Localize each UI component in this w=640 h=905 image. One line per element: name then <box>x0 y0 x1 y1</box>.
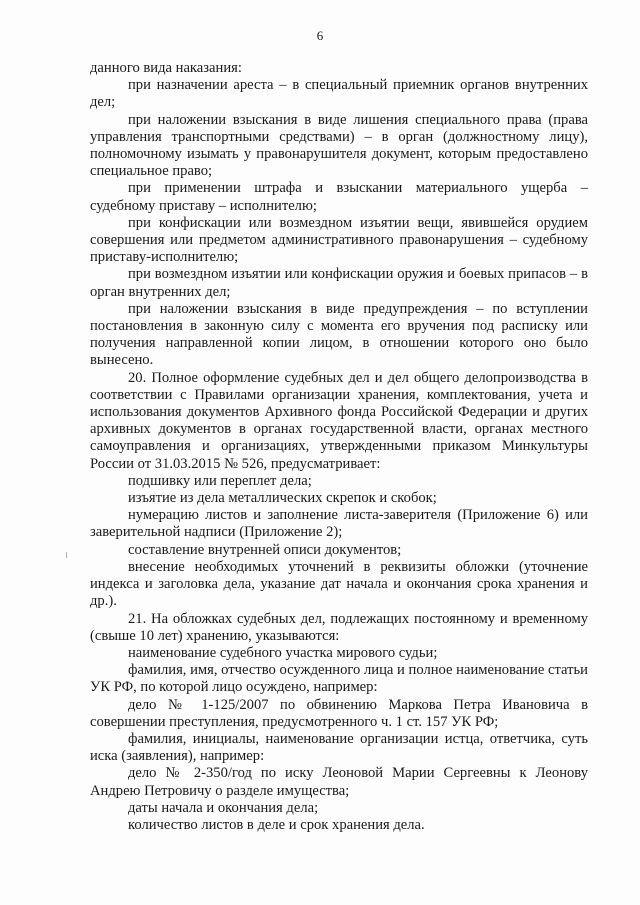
paragraph: подшивку или переплет дела; <box>128 472 312 489</box>
paragraph: наименование судебного участка мирового судьи; <box>128 644 438 661</box>
paragraph: составление внутренней описи документов; <box>128 541 402 558</box>
paragraph: внесение необходимых уточнений в реквизиты обложки (уточнение индекса и заголовка дела, указание дат начала и окончания срока хранения и др.). <box>90 558 588 610</box>
paragraph: дело № 1-125/2007 по обвинению Маркова Петра Ивановича в совершении преступления, предусмотренного ч. 1 ст. 157 УК РФ; <box>90 696 588 730</box>
paragraph: фамилия, имя, отчество осужденного лица и полное наименование статьи УК РФ, по которой лицо осуждено, например: <box>90 662 588 696</box>
paragraph: при применении штрафа и взыскании материального ущерба – судебному приставу – исполнителю; <box>90 180 588 214</box>
paragraph: при конфискации или возмездном изъятии вещи, явившейся орудием совершения или предметом административного правонарушения – судебному приставу-исполнителю; <box>90 214 588 266</box>
paragraph: 21. На обложках судебных дел, подлежащих постоянному и временному (свыше 10 лет) хранению, указываются: <box>90 610 588 644</box>
scan-margin-mark <box>66 552 67 558</box>
paragraph: количество листов в деле и срок хранения дела. <box>128 816 425 833</box>
paragraph: 20. Полное оформление судебных дел и дел общего делопроизводства в соответствии с Правилами организации хранения, комплектования, учета и использования документов Архивного фонда Российской Федерации и других архивных документов в органах государственной власти, органах местного самоуправления и организациях, утвержденными приказом Минкультуры России от 31.03.2015 № 526, предусматривает: <box>90 369 588 472</box>
paragraph: при назначении ареста – в специальный приемник органов внутренних дел; <box>90 77 588 111</box>
page-number: 6 <box>316 28 324 43</box>
document-body <box>90 60 588 834</box>
paragraph: при наложении взыскания в виде предупреждения – по вступлении постановления в законную силу с момента его вручения под расписку или получения направленной копии лицом, в отношении которого оно было вынесено. <box>90 300 588 369</box>
paragraph: изъятие из дела металлических скрепок и скобок; <box>128 490 437 507</box>
paragraph: при наложении взыскания в виде лишения специального права (права управления транспортными средствами) – в орган (должностному лицу), полномочному изымать у правонарушителя документ, которым предоставлено специальное право; <box>90 111 588 180</box>
paragraph: фамилия, инициалы, наименование организации истца, ответчика, суть иска (заявления), например: <box>90 730 588 765</box>
paragraph: нумерацию листов и заполнение листа-заверителя (Приложение 6) или заверительной надписи (Приложение 2); <box>90 507 588 541</box>
paragraph: данного вида наказания: <box>90 60 242 76</box>
paragraph: дело № 2-350/год по иску Леоновой Марии Сергеевны к Леонову Андрею Петровичу о разделе имущества; <box>90 765 588 799</box>
paragraph: при возмездном изъятии или конфискации оружия и боевых припасов – в орган внутренних дел; <box>90 266 588 300</box>
paragraph: даты начала и окончания дела; <box>128 799 319 816</box>
